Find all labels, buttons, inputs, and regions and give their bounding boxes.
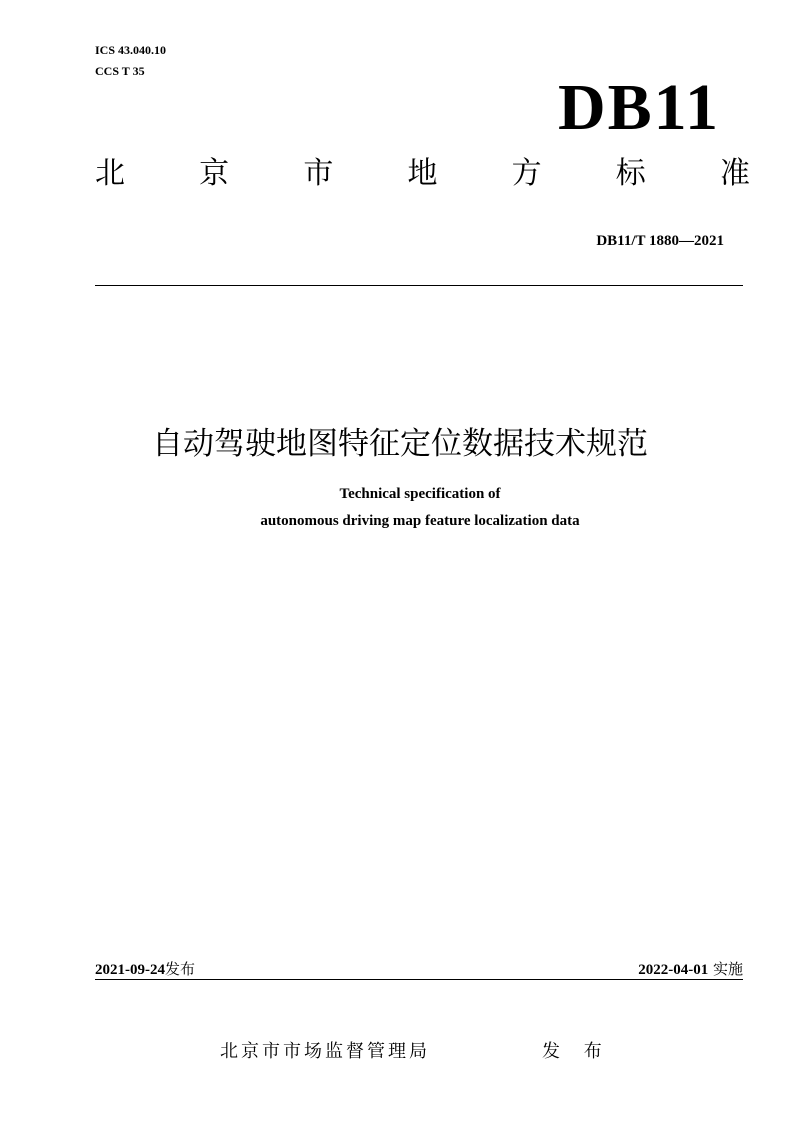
document-title-english — [0, 481, 800, 535]
ics-code: ICS 43.040.10 — [95, 43, 167, 57]
implementation-label: 实施 — [712, 960, 743, 978]
issuing-authority: 北京市市场监督管理局 — [220, 1041, 430, 1062]
standard-type-char: 市 — [303, 156, 334, 191]
document-title-chinese: 自动驾驶地图特征定位数据技术规范 — [152, 426, 648, 462]
standard-type-char: 京 — [199, 156, 230, 191]
implementation-date: 2022-04-01 — [638, 962, 709, 978]
issue-date: 2021-09-24 — [95, 962, 165, 978]
standard-type-heading — [95, 152, 750, 196]
standard-type-char: 北 — [95, 156, 125, 191]
header-divider — [95, 285, 743, 286]
standard-type-char: 地 — [407, 156, 438, 191]
classification-codes — [95, 40, 166, 82]
ccs-code: CCS T 35 — [95, 64, 145, 78]
issue-label: 发布 — [165, 960, 196, 978]
standard-type-char: 方 — [511, 156, 542, 191]
english-title-line-2: autonomous driving map feature localization data — [260, 513, 580, 529]
footer-divider — [95, 979, 743, 980]
standard-type-char: 标 — [615, 156, 646, 191]
implementation-date-block — [638, 958, 743, 981]
standard-mark: DB11 — [557, 71, 720, 144]
english-title-line-1: Technical specification of — [339, 486, 501, 502]
standard-number: DB11/T 1880—2021 — [596, 233, 724, 249]
standard-type-char: 准 — [719, 156, 750, 191]
issuing-label: 发 布 — [542, 1041, 611, 1062]
issue-date-block — [95, 958, 195, 981]
